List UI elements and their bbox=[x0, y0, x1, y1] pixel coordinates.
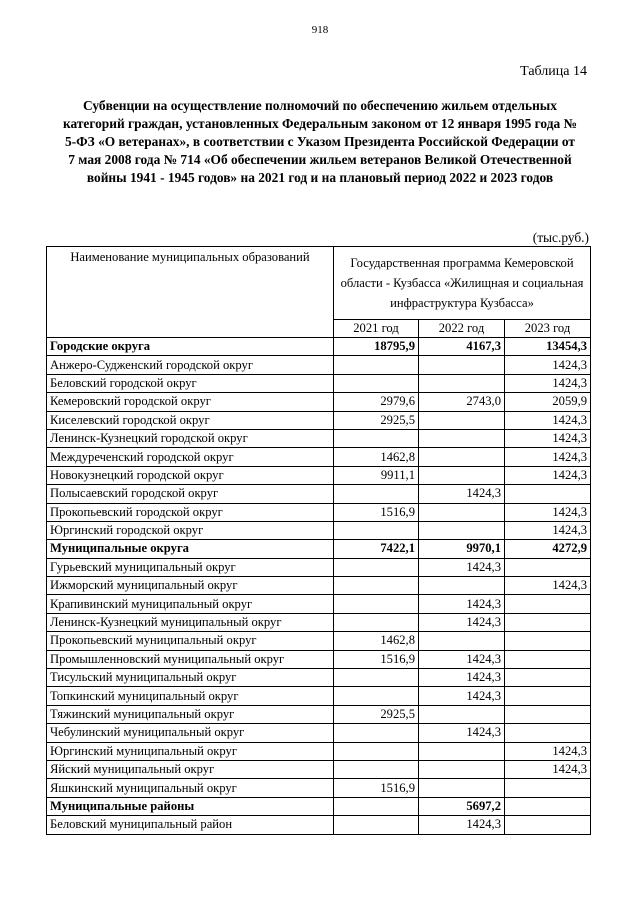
cell-name: Яшкинский муниципальный округ bbox=[47, 779, 334, 797]
cell-2021 bbox=[334, 724, 419, 742]
table-group-row bbox=[47, 338, 591, 356]
cell-2023 bbox=[505, 595, 591, 613]
cell-name: Тяжинский муниципальный округ bbox=[47, 705, 334, 723]
cell-2023 bbox=[505, 650, 591, 668]
cell-2022: 4167,3 bbox=[419, 338, 505, 356]
cell-2022 bbox=[419, 466, 505, 484]
cell-2022: 1424,3 bbox=[419, 595, 505, 613]
cell-2023 bbox=[505, 724, 591, 742]
cell-2022 bbox=[419, 356, 505, 374]
cell-2022: 1424,3 bbox=[419, 485, 505, 503]
cell-name: Анжеро-Судженский городской округ bbox=[47, 356, 334, 374]
cell-name: Ижморский муниципальный округ bbox=[47, 577, 334, 595]
table-group-row bbox=[47, 797, 591, 815]
cell-2023: 1424,3 bbox=[505, 411, 591, 429]
table-row bbox=[47, 393, 591, 411]
cell-2023: 1424,3 bbox=[505, 577, 591, 595]
cell-2021: 2925,5 bbox=[334, 411, 419, 429]
cell-2022: 1424,3 bbox=[419, 669, 505, 687]
cell-2023 bbox=[505, 613, 591, 631]
table-row bbox=[47, 687, 591, 705]
title-line: 5-ФЗ «О ветеранах», в соответствии с Указом Президента Российской Федерации от bbox=[65, 134, 575, 149]
cell-2021: 2925,5 bbox=[334, 705, 419, 723]
cell-name: Крапивинский муниципальный округ bbox=[47, 595, 334, 613]
table-label: Таблица 14 bbox=[520, 64, 587, 79]
column-header-2021: 2021 год bbox=[334, 320, 419, 338]
table-row bbox=[47, 466, 591, 484]
cell-2022 bbox=[419, 411, 505, 429]
cell-name: Прокопьевский городской округ bbox=[47, 503, 334, 521]
table-row bbox=[47, 356, 591, 374]
cell-2023: 13454,3 bbox=[505, 338, 591, 356]
cell-2021: 1516,9 bbox=[334, 779, 419, 797]
cell-2023: 1424,3 bbox=[505, 521, 591, 539]
cell-name: Прокопьевский муниципальный округ bbox=[47, 632, 334, 650]
title-line: войны 1941 - 1945 годов» на 2021 год и на плановый период 2022 и 2023 годов bbox=[86, 170, 554, 185]
cell-2021: 1516,9 bbox=[334, 650, 419, 668]
cell-name: Гурьевский муниципальный округ bbox=[47, 558, 334, 576]
title-line: Субвенции на осуществление полномочий по обеспечению жильем отдельных bbox=[83, 98, 557, 113]
column-header-program: Государственная программа Кемеровской области - Кузбасса «Жилищная и социальная инфраструктура Кузбасса» bbox=[334, 247, 591, 320]
cell-2021 bbox=[334, 760, 419, 778]
cell-2022 bbox=[419, 521, 505, 539]
cell-2021: 18795,9 bbox=[334, 338, 419, 356]
cell-2022: 1424,3 bbox=[419, 650, 505, 668]
cell-name: Ленинск-Кузнецкий муниципальный округ bbox=[47, 613, 334, 631]
cell-2023 bbox=[505, 632, 591, 650]
table-row bbox=[47, 650, 591, 668]
cell-2023: 1424,3 bbox=[505, 742, 591, 760]
cell-2022: 1424,3 bbox=[419, 816, 505, 834]
cell-2023 bbox=[505, 797, 591, 815]
table-row bbox=[47, 779, 591, 797]
cell-2022: 1424,3 bbox=[419, 724, 505, 742]
table-row bbox=[47, 448, 591, 466]
cell-2022 bbox=[419, 374, 505, 392]
cell-name: Тисульский муниципальный округ bbox=[47, 669, 334, 687]
cell-2023: 1424,3 bbox=[505, 760, 591, 778]
cell-2021: 7422,1 bbox=[334, 540, 419, 558]
cell-2021: 9911,1 bbox=[334, 466, 419, 484]
cell-2023 bbox=[505, 705, 591, 723]
table-row bbox=[47, 724, 591, 742]
table-row bbox=[47, 669, 591, 687]
cell-2021: 1516,9 bbox=[334, 503, 419, 521]
cell-name: Междуреченский городской округ bbox=[47, 448, 334, 466]
table-row bbox=[47, 411, 591, 429]
cell-name: Новокузнецкий городской округ bbox=[47, 466, 334, 484]
cell-2021 bbox=[334, 356, 419, 374]
cell-2021 bbox=[334, 595, 419, 613]
cell-2021 bbox=[334, 816, 419, 834]
cell-2022 bbox=[419, 632, 505, 650]
table-body bbox=[47, 338, 591, 835]
table-header-row bbox=[47, 247, 591, 320]
cell-2022: 1424,3 bbox=[419, 687, 505, 705]
table-row bbox=[47, 521, 591, 539]
cell-2021 bbox=[334, 374, 419, 392]
cell-2023: 1424,3 bbox=[505, 356, 591, 374]
cell-2021: 2979,6 bbox=[334, 393, 419, 411]
cell-name: Беловский муниципальный район bbox=[47, 816, 334, 834]
cell-2022: 2743,0 bbox=[419, 393, 505, 411]
cell-name: Промышленновский муниципальный округ bbox=[47, 650, 334, 668]
table-row bbox=[47, 742, 591, 760]
cell-2023: 1424,3 bbox=[505, 448, 591, 466]
cell-2023: 4272,9 bbox=[505, 540, 591, 558]
cell-2022 bbox=[419, 429, 505, 447]
column-header-name: Наименование муниципальных образований bbox=[47, 247, 334, 338]
table-row bbox=[47, 503, 591, 521]
cell-2021: 1462,8 bbox=[334, 632, 419, 650]
cell-2022 bbox=[419, 577, 505, 595]
cell-name: Топкинский муниципальный округ bbox=[47, 687, 334, 705]
column-header-2022: 2022 год bbox=[419, 320, 505, 338]
cell-2023: 1424,3 bbox=[505, 466, 591, 484]
table-row bbox=[47, 816, 591, 834]
cell-2022 bbox=[419, 742, 505, 760]
cell-name: Муниципальные районы bbox=[47, 797, 334, 815]
table-row bbox=[47, 632, 591, 650]
document-title bbox=[46, 97, 594, 187]
cell-2023 bbox=[505, 687, 591, 705]
page-number: 918 bbox=[311, 24, 329, 36]
cell-2021 bbox=[334, 687, 419, 705]
cell-2022: 1424,3 bbox=[419, 558, 505, 576]
cell-name: Чебулинский муниципальный округ bbox=[47, 724, 334, 742]
title-line: категорий граждан, установленных Федеральным законом от 12 января 1995 года № bbox=[62, 116, 578, 131]
cell-name: Полысаевский городской округ bbox=[47, 485, 334, 503]
cell-name: Яйский муниципальный округ bbox=[47, 760, 334, 778]
cell-2021 bbox=[334, 521, 419, 539]
cell-name: Кемеровский городской округ bbox=[47, 393, 334, 411]
cell-name: Городские округа bbox=[47, 338, 334, 356]
cell-name: Киселевский городской округ bbox=[47, 411, 334, 429]
cell-2021 bbox=[334, 485, 419, 503]
table-row bbox=[47, 374, 591, 392]
cell-2021 bbox=[334, 577, 419, 595]
table-row bbox=[47, 485, 591, 503]
subsidies-table bbox=[46, 246, 591, 835]
cell-2021 bbox=[334, 797, 419, 815]
cell-name: Юргинский городской округ bbox=[47, 521, 334, 539]
table-row bbox=[47, 760, 591, 778]
cell-2021 bbox=[334, 429, 419, 447]
units-label: (тыс.руб.) bbox=[532, 230, 589, 245]
table-row bbox=[47, 595, 591, 613]
cell-2022 bbox=[419, 779, 505, 797]
cell-2023 bbox=[505, 558, 591, 576]
cell-2021 bbox=[334, 558, 419, 576]
cell-2023: 2059,9 bbox=[505, 393, 591, 411]
table-row bbox=[47, 558, 591, 576]
table-group-row bbox=[47, 540, 591, 558]
cell-2023 bbox=[505, 779, 591, 797]
title-line: 7 мая 2008 года № 714 «Об обеспечении жильем ветеранов Великой Отечественной bbox=[68, 152, 572, 167]
cell-2022: 1424,3 bbox=[419, 613, 505, 631]
cell-name: Юргинский муниципальный округ bbox=[47, 742, 334, 760]
cell-2021 bbox=[334, 669, 419, 687]
table-row bbox=[47, 613, 591, 631]
cell-2023: 1424,3 bbox=[505, 429, 591, 447]
cell-2023 bbox=[505, 485, 591, 503]
cell-2023 bbox=[505, 816, 591, 834]
cell-2023: 1424,3 bbox=[505, 374, 591, 392]
cell-2021 bbox=[334, 742, 419, 760]
cell-2022: 9970,1 bbox=[419, 540, 505, 558]
cell-2022 bbox=[419, 760, 505, 778]
cell-name: Ленинск-Кузнецкий городской округ bbox=[47, 429, 334, 447]
column-header-2023: 2023 год bbox=[505, 320, 591, 338]
cell-name: Муниципальные округа bbox=[47, 540, 334, 558]
table-row bbox=[47, 705, 591, 723]
table-row bbox=[47, 577, 591, 595]
cell-2022 bbox=[419, 705, 505, 723]
cell-2022 bbox=[419, 448, 505, 466]
cell-2022 bbox=[419, 503, 505, 521]
cell-2021 bbox=[334, 613, 419, 631]
cell-2023: 1424,3 bbox=[505, 503, 591, 521]
cell-name: Беловский городской округ bbox=[47, 374, 334, 392]
table-row bbox=[47, 429, 591, 447]
cell-2023 bbox=[505, 669, 591, 687]
cell-2022: 5697,2 bbox=[419, 797, 505, 815]
cell-2021: 1462,8 bbox=[334, 448, 419, 466]
